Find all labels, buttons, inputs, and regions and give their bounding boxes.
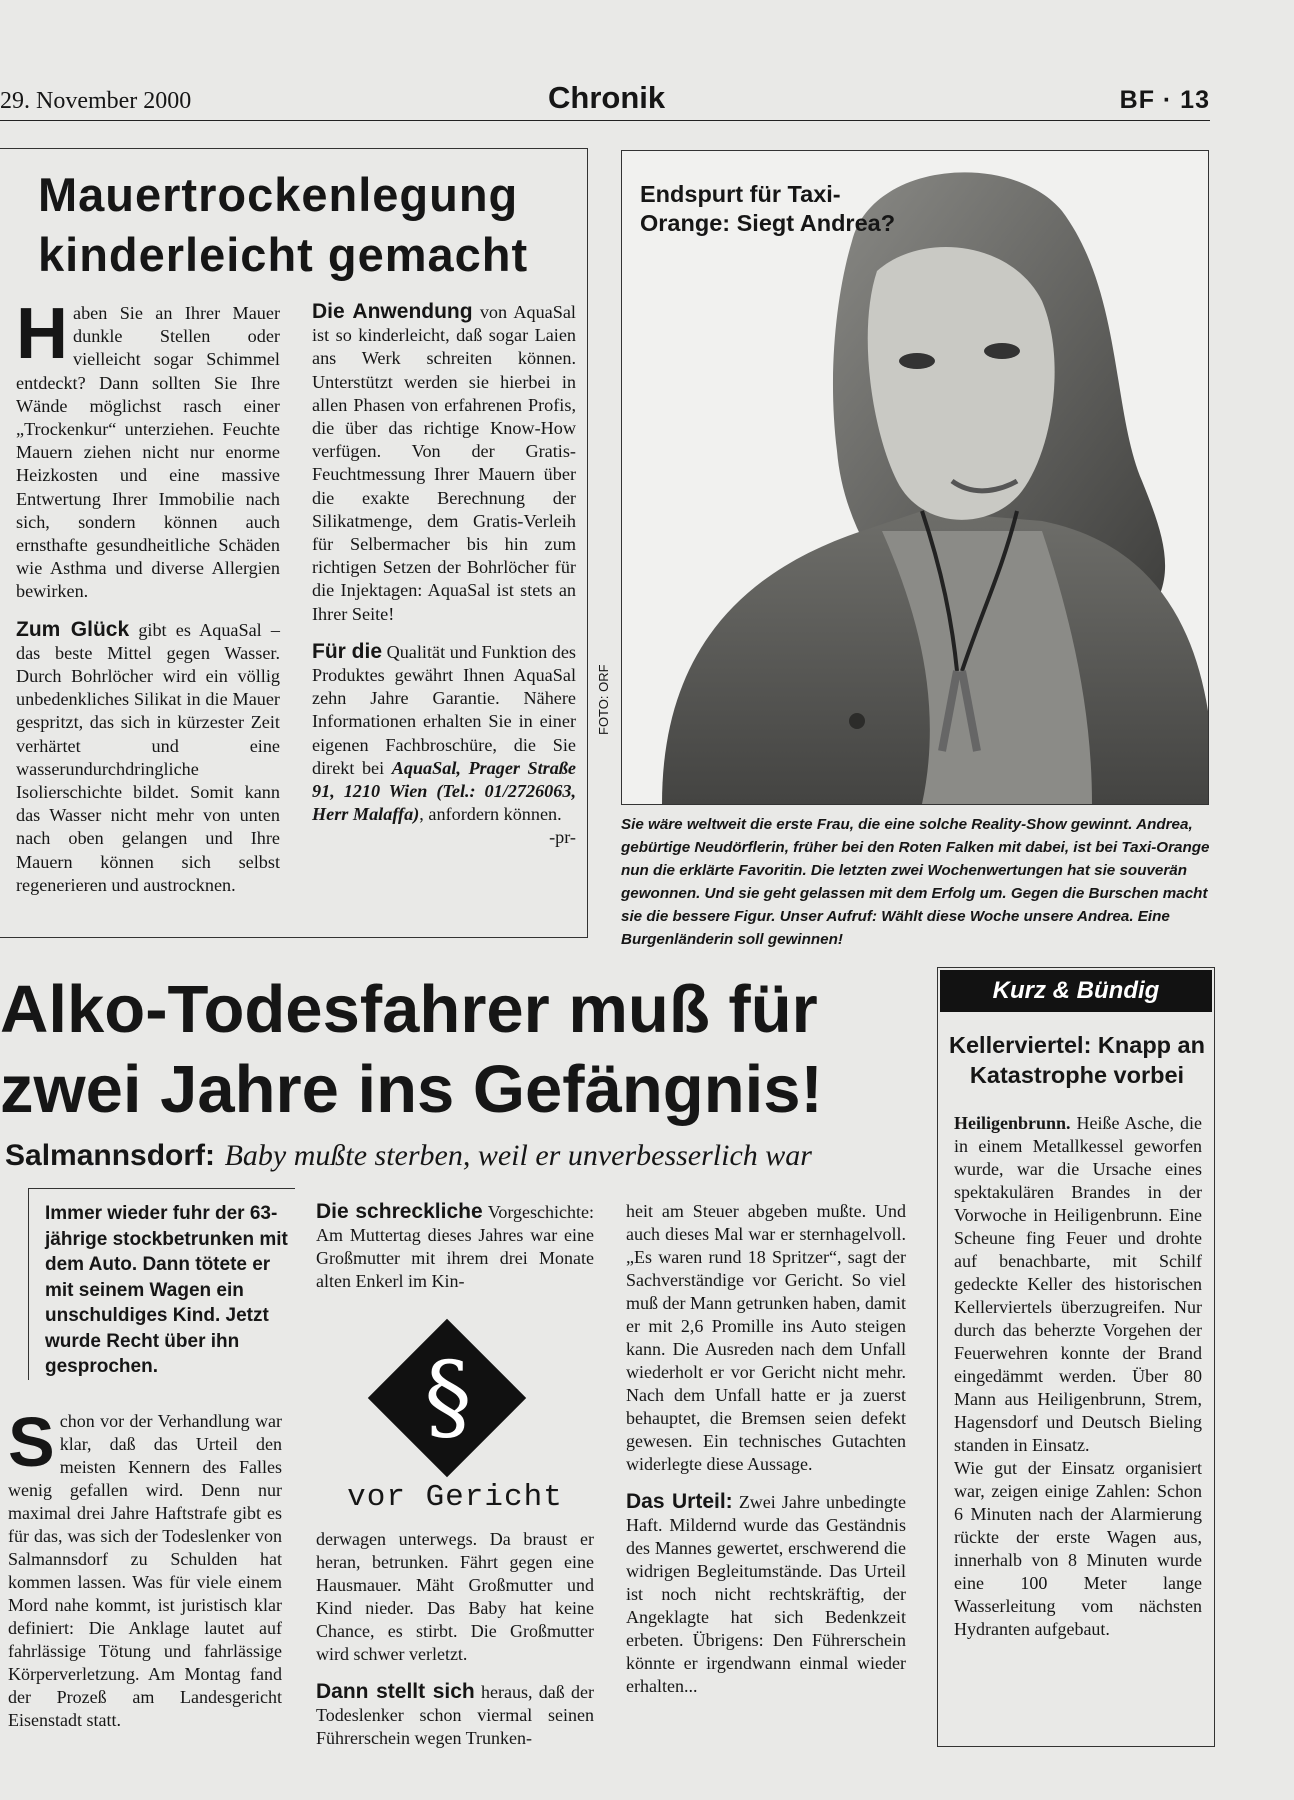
article-column-2-top: [316, 1200, 594, 1293]
run-in-lead: Zum Glück: [16, 617, 130, 641]
article-headline: [38, 165, 578, 285]
paragraph: [16, 618, 280, 897]
run-in-lead: Für die: [312, 639, 383, 663]
news-brief-headline: Kellerviertel: Knapp an Katastrophe vorbei: [949, 1032, 1205, 1088]
paragraph: Für die Qualität und Funktion des Produktes gewährt Ihnen AquaSal zehn Jahre Garantie. Nähere Informationen erhalten Sie in einer eigenen Fachbroschüre, die Sie direkt bei AquaSal, Prager Straße 91, 1210 Wien (Tel.: 01/2726063, Herr Malaffa), anfordern können.: [312, 639, 577, 825]
article-column-1: [8, 1403, 282, 1732]
dateline-place: Heiligenbrunn.: [954, 1113, 1071, 1133]
headline-line: zwei Jahre ins Gefängnis!: [0, 1052, 823, 1127]
article-column-2-bottom: [316, 1528, 594, 1750]
article-column-2: [312, 300, 576, 850]
portrait-illustration: [622, 151, 1208, 804]
body-text: gibt es AquaSal – das beste Mittel gegen Wasser. Durch Bohrlöcher wird ein völlig unbedenkliches Silikat in die Mauer gespritzt, das sich in kürzester Zeit verhärtet und eine wasserundurchdringliche Isolierschichte bildet. Somit kann das Wasser nicht mehr von unten nach oben gelangen und Ihre Mauern können sich selbst regenerieren und austrocknen.: [16, 619, 280, 895]
article-column-1: [16, 294, 280, 897]
paragraph: derwagen unterwegs. Da braust er heran, betrunken. Fährt gegen eine Hausmauer. Mäht Großmutter und Kind nieder. Das Baby hat keine Chance, es stirbt. Die Großmutter wird schwer verletzt.: [316, 1529, 594, 1664]
sub-headline-text: Baby mußte sterben, weil er unverbesserlich war: [224, 1139, 812, 1172]
paragraph: [8, 1403, 282, 1732]
headline-line: Mauertrockenlegung: [38, 168, 519, 221]
column-logo-text: vor Gericht: [347, 1480, 563, 1515]
teaser-box: Immer wieder fuhr der 63-jährige stockbetrunken mit dem Auto. Dann tötete er mit seinem Wagen ein unschuldiges Kind. Jetzt wurde Recht über ihn gesprochen.: [28, 1188, 295, 1380]
page-number: BF · 13: [1119, 86, 1210, 114]
body-text: Qualität und Funktion des Produktes gewährt Ihnen AquaSal zehn Jahre Garantie. Nähere Informationen erhalten Sie in einer eigenen Fachbroschüre, die Sie direkt bei: [312, 641, 577, 778]
article-column-3: [626, 1200, 906, 1698]
headline-line: Alko-Todesfahrer muß für: [0, 972, 818, 1047]
paragraph-sign-icon: §: [424, 1342, 472, 1452]
run-in-lead: Dann stellt sich: [316, 1680, 475, 1703]
news-brief-body: [954, 1112, 1202, 1641]
run-in-lead: Das Urteil:: [626, 1490, 733, 1513]
paragraph: [312, 300, 576, 626]
section-title: Chronik: [548, 80, 666, 115]
author-signature: -pr-: [549, 827, 576, 848]
sub-headline: [5, 1138, 905, 1173]
body-text: von AquaSal ist so kinderleicht, daß sogar Laien ans Werk schreiten können. Unterstützt werden sie hierbei in allen Phasen von erfahrenen Profis, die über das richtige Know-How verfügen. Von der Gratis-Feuchtmessung Ihrer Mauern über die exakte Berechnung der Silikatmenge, dem Gratis-Verleih für Selbermacher bis hin zum richtigen Setzen der Bohrlöcher für die Injektagen: AquaSal ist stets an Ihrer Seite!: [312, 302, 576, 624]
body-text: heraus, daß der Todeslenker schon viermal seinen Führerschein wegen Trunken-: [316, 1682, 595, 1748]
body-text: aben Sie an Ihrer Mauer dunkle Stellen oder vielleicht sogar Schimmel entdeckt? Dann sollten Sie Ihre Wände möglichst rasch einer „Trockenkur“ unterziehen. Feuchte Mauern ziehen nicht nur enorme Heizkosten und eine massive Entwertung Ihrer Immobilie nach sich, sondern können auch ernsthafte gesundheitliche Schäden wie Asthma und diverse Allergien bewirken.: [16, 303, 280, 602]
dateline-place: Salmannsdorf:: [5, 1139, 216, 1172]
main-headline: [0, 970, 900, 1130]
paragraph: [954, 1112, 1202, 1457]
photo-caption: Sie wäre weltweit die erste Frau, die eine solche Reality-Show gewinnt. Andrea, gebürtige Neudörflerin, früher bei den Roten Falken mit dabei, ist bei Taxi-Orange nun die erklärte Favoritin. Die letzten zwei Wochenwertungen hat sie souverän gewonnen. Und sie geht gelassen mit dem Erfolg um. Gegen die Burschen macht sie die bessere Figur. Unser Aufruf: Wählt diese Woche unsere Andrea. Eine Burgenländerin soll gewinnen!: [621, 816, 1210, 948]
headline-line: kinderleicht gemacht: [38, 228, 529, 281]
paragraph: [316, 1200, 594, 1293]
page-header: [0, 78, 1210, 121]
issue-date: 29. November 2000: [0, 88, 192, 114]
drop-cap: H: [16, 294, 68, 374]
run-in-lead: Die Anwendung: [312, 300, 473, 323]
photo-credit: FOTO: ORF: [596, 664, 611, 735]
contact-info: AquaSal, Prager Straße 91, 1210 Wien (Tel.: 01/2726063, Herr Malaffa): [312, 757, 576, 825]
portrait-photo: [621, 150, 1209, 805]
body-text: Vorgeschichte: Am Muttertag dieses Jahres war eine Großmutter mit ihrem drei Monate alten Enkerl im Kin-: [316, 1202, 594, 1291]
run-in-lead: Die schreckliche: [316, 1200, 483, 1223]
news-brief-banner: Kurz & Bündig: [940, 970, 1212, 1012]
paragraph: Wie gut der Einsatz organisiert war, zeigen einige Zahlen: Schon 6 Minuten nach der Alarmierung rückte der erste Wagen aus, innerhalb von 8 Minuten wurde eine 100 Meter lange Wasserleitung vom nächsten Hydranten aufgebaut.: [954, 1458, 1202, 1639]
drop-cap: S: [8, 1403, 55, 1481]
body-text: chon vor der Verhandlung war klar, daß das Urteil den meisten Kennern des Falles wenig gefallen wird. Denn nur maximal drei Jahre Haftstrafe gibt es für das, was sich der Todeslenker von Salmannsdorf zu Schulden hat kommen lassen. Was für viele einem Mord nahe kommt, ist juristisch klar definiert: Die Anklage lautet auf fahrlässige Tötung und fahrlässige Körperverletzung. Am Montag fand der Prozeß am Landesgericht Eisenstadt statt.: [8, 1411, 282, 1730]
body-text: Heiße Asche, die in einem Metallkessel geworfen wurde, war die Ursache eines spektakulären Brandes in der Vorwoche in Heiligenbrunn. Eine Scheune fing Feuer und drohte auf benachbarte, mit Schilf gedeckte Keller des historischen Kellerviertels überzugreifen. Nur durch das beherzte Vorgehen der Feuerwehren konnte der Brand eingedämmt werden. Über 80 Mann aus Heiligenbrunn, Strem, Hagensdorf und Deutsch Bieling standen in Einsatz.: [954, 1113, 1202, 1455]
body-text: Zwei Jahre unbedingte Haft. Mildernd wurde das Geständnis des Mannes gewertet, erschwerend die widrigen Begleitumstände. Das Urteil ist noch nicht rechtskräftig, der Angeklagte hat sich Bedenkzeit erbeten. Übrigens: Den Führerschein könnte er irgendwann einmal wieder erhalten...: [626, 1492, 907, 1696]
paragraph: heit am Steuer abgeben mußte. Und auch dieses Mal war er sternhagelvoll. „Es waren rund 18 Spritzer“, sagt der Sachverständige vor Gericht. So viel muß der Mann getrunken haben, damit er mit 2,6 Promille ins Auto steigen kann. Die Ausreden nach dem Unfall wiederholt er vor Gericht nicht mehr. Nach dem Unfall hatte er ja zuerst behauptet, die Bremsen seien defekt gewesen. Ein technisches Gutachten widerlegte diese Aussage.: [626, 1201, 906, 1474]
paragraph: [626, 1490, 906, 1698]
photo-headline: Endspurt für Taxi-Orange: Siegt Andrea?: [640, 181, 896, 236]
paragraph: [16, 294, 280, 604]
paragraph: [316, 1680, 594, 1750]
